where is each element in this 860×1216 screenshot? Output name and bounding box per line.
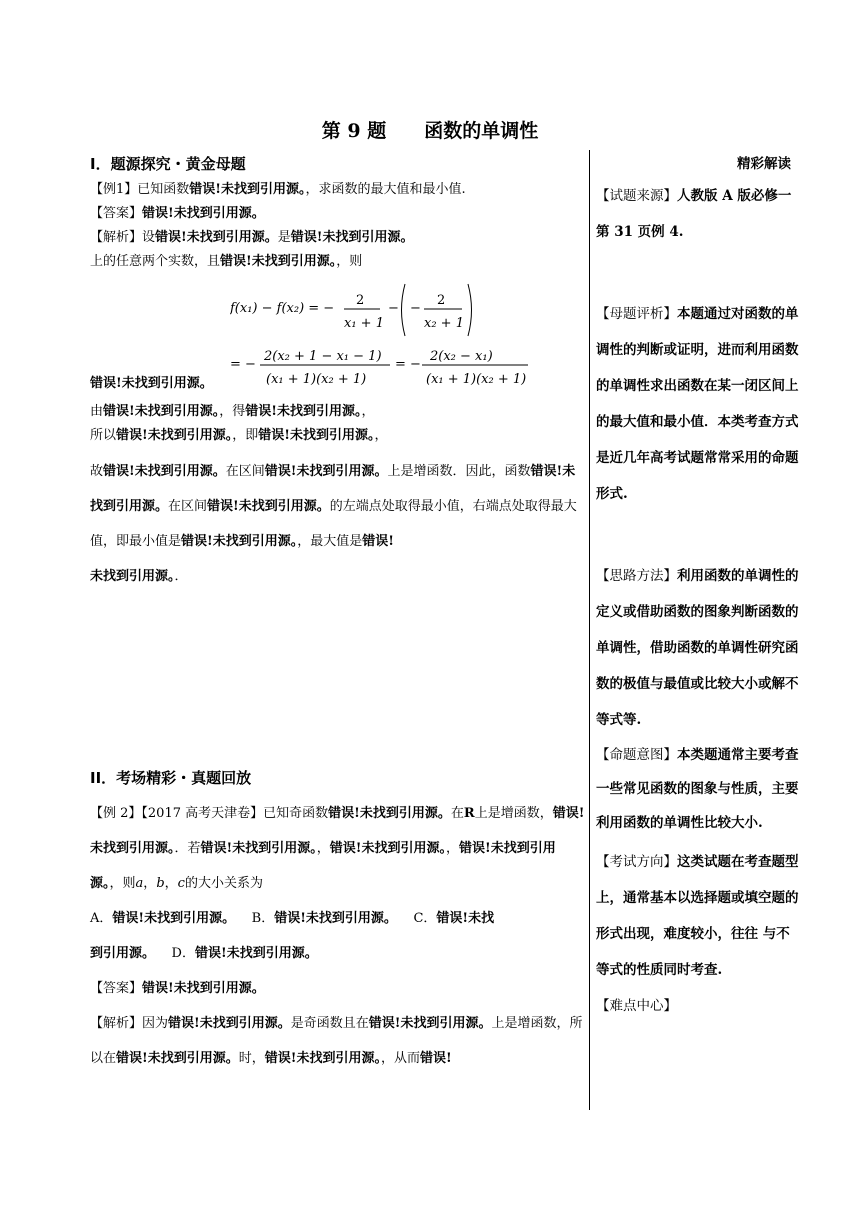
solution-1-conclusion: 故错误!未找到引用源。在区间错误!未找到引用源。上是增函数．因此，函数错误!未找到引用源。在区间错误!未找到引用源。的左端点处取得最小值，右端点处取得最大值，即最小值是错误!未找到引用源。，最大值是错误! 未找到引用源。． (90, 464, 577, 584)
formula-num-final: 2(x₂ − x₁) (430, 349, 493, 364)
direction-note: 【考试方向】这类试题在考查题型上，通常基本以选择题或填空题的形式出现，难度较小，往往 与不等式的性质同时考查. (596, 854, 799, 978)
formula-den2: x₂ + 1 (424, 316, 464, 331)
formula-den1: x₁ + 1 (344, 316, 384, 331)
formula-den-final: (x₁ + 1)(x₂ + 1) (426, 372, 527, 387)
solution-1-line1: 【解析】设错误!未找到引用源。是错误!未找到引用源。 (90, 230, 414, 245)
formula-lhs: f(x₁) − f(x₂) = − (230, 301, 335, 316)
section-heading-exam: II．考场精彩・真题回放 (90, 769, 252, 787)
solution-2: 【解析】因为错误!未找到引用源。是奇函数且在错误!未找到引用源。上是增函数，所以在错误!未找到引用源。时，错误!未找到引用源。，从而错误! (90, 1016, 583, 1066)
formula-num1: 2 (356, 293, 365, 308)
side-heading: 精彩解读 (737, 156, 791, 172)
formula-den-expanded: (x₁ + 1)(x₂ + 1) (266, 372, 367, 387)
formula-num2: 2 (437, 293, 446, 308)
column-divider (589, 150, 590, 1110)
title-name: 函数的单调性 (424, 120, 539, 142)
intent-note: 【命题意图】本类题通常主要考查一些常见函数的图象与性质，主要利用函数的单调性比较大小. (596, 747, 799, 831)
answer-2: 【答案】错误!未找到引用源。 (90, 981, 265, 996)
option-a: A． (90, 911, 113, 926)
formula-eq2: = − (230, 357, 256, 372)
evaluation-note: 【母题评析】本题通过对函数的单调性的判断或证明，进而利用函数的单调性求出函数在某一闭区间上的最大值和最小值．本类考查方式是近几年高考试题常常采用的命题形式. (596, 306, 799, 502)
example-2: 【例 2】【2017 高考天津卷】已知奇函数错误!未找到引用源。在R上是增函数，错误!未找到引用源。．若错误!未找到引用源。，错误!未找到引用源。，错误!未找到引用源。，则a，b，c的大小关系为 (90, 806, 585, 891)
example-2-options: A．错误!未找到引用源。 B．错误!未找到引用源。 C．错误!未找 到引用源。 D．错误!未找到引用源。 (90, 911, 495, 961)
solution-1-line2: 上的任意两个实数，且错误!未找到引用源。，则 (90, 254, 363, 269)
formula-eq3: = − (395, 357, 421, 372)
title-number: 第 9 题 (321, 120, 387, 142)
example-1: 【例1】已知函数错误!未找到引用源。，求函数的最大值和最小值. (90, 182, 466, 197)
section-heading-source: I．题源探究・黄金母题 (90, 155, 246, 173)
option-c: C． (413, 911, 437, 926)
side-column (596, 150, 801, 1024)
option-b: B． (251, 911, 275, 926)
solution-1-by: 由错误!未找到引用源。，得错误!未找到引用源。， (90, 404, 375, 419)
option-d: D． (171, 946, 195, 961)
answer-1: 【答案】错误!未找到引用源。 (90, 206, 265, 221)
formula-error-line: 错误!未找到引用源。 (90, 376, 213, 391)
formula-svg (230, 276, 530, 394)
formula-minus: − (388, 301, 399, 316)
page-title (0, 116, 860, 143)
formula-num-expanded: 2(x₂ + 1 − x₁ − 1) (264, 349, 382, 364)
difficulty-note: 【难点中心】 (596, 998, 677, 1014)
svg-text:−: − (410, 301, 421, 316)
method-note: 【思路方法】利用函数的单调性的定义或借助函数的图象判断函数的单调性，借助函数的单调性研究函数的极值与最值或比较大小或解不等式等. (596, 568, 799, 728)
source-note: 【试题来源】人教版 A 版必修一第 31 页例 4. (596, 188, 792, 240)
solution-1-so: 所以错误!未找到引用源。，即错误!未找到引用源。， (90, 428, 388, 443)
main-column (90, 150, 585, 1076)
